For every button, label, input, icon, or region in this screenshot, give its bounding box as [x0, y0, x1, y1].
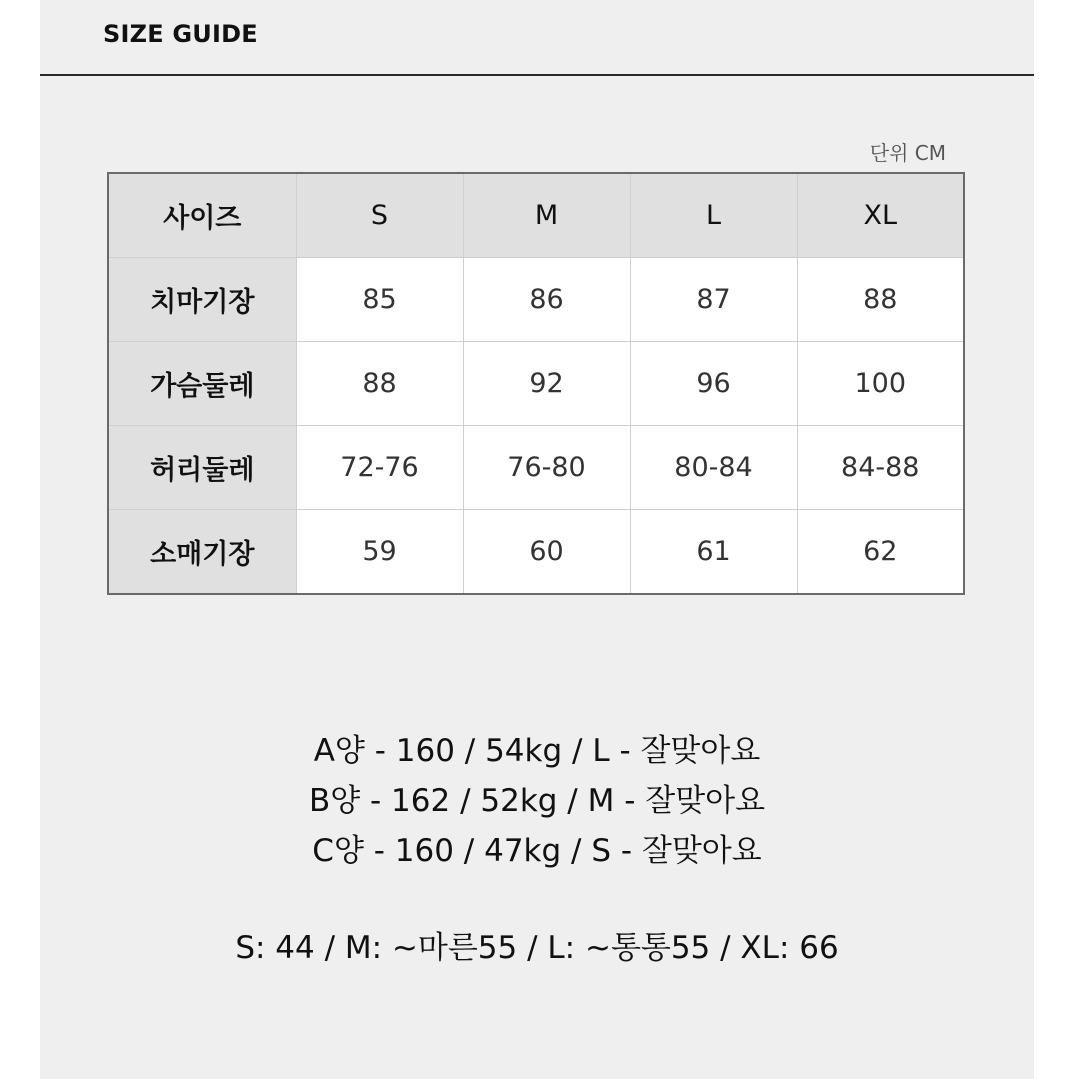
size-conversion-note: S: 44 / M: ~마른55 / L: ~통통55 / XL: 66	[235, 930, 839, 966]
size-header-l: L	[630, 173, 797, 258]
table-cell: 60	[463, 510, 630, 595]
model-fit-line: C양 - 160 / 47kg / S - 잘맞아요	[312, 833, 762, 869]
table-cell: 72-76	[296, 426, 463, 510]
row-label: 소매기장	[108, 510, 296, 595]
table-cell: 86	[463, 258, 630, 342]
table-corner-label: 사이즈	[108, 173, 296, 258]
table-cell: 96	[630, 342, 797, 426]
table-cell: 61	[630, 510, 797, 595]
size-header-xl: XL	[797, 173, 964, 258]
table-cell: 88	[296, 342, 463, 426]
table-cell: 59	[296, 510, 463, 595]
size-table	[107, 172, 965, 595]
unit-label: 단위 CM	[869, 141, 946, 165]
table-cell: 62	[797, 510, 964, 595]
table-row	[108, 510, 964, 595]
table-cell: 92	[463, 342, 630, 426]
model-fit-notes	[40, 726, 1034, 876]
row-label: 허리둘레	[108, 426, 296, 510]
table-row	[108, 426, 964, 510]
table-row	[108, 258, 964, 342]
model-fit-line: A양 - 160 / 54kg / L - 잘맞아요	[313, 733, 761, 769]
row-label: 가슴둘레	[108, 342, 296, 426]
row-label: 치마기장	[108, 258, 296, 342]
table-cell: 88	[797, 258, 964, 342]
table-cell: 76-80	[463, 426, 630, 510]
model-fit-line: B양 - 162 / 52kg / M - 잘맞아요	[308, 783, 766, 819]
size-guide-panel	[40, 0, 1034, 1079]
size-header-s: S	[296, 173, 463, 258]
table-cell: 100	[797, 342, 964, 426]
header-bar	[40, 0, 1034, 76]
table-cell: 84-88	[797, 426, 964, 510]
table-cell: 87	[630, 258, 797, 342]
size-header-m: M	[463, 173, 630, 258]
page-title: SIZE GUIDE	[103, 20, 258, 48]
table-row	[108, 342, 964, 426]
table-cell: 80-84	[630, 426, 797, 510]
table-header-row	[108, 173, 964, 258]
table-cell: 85	[296, 258, 463, 342]
